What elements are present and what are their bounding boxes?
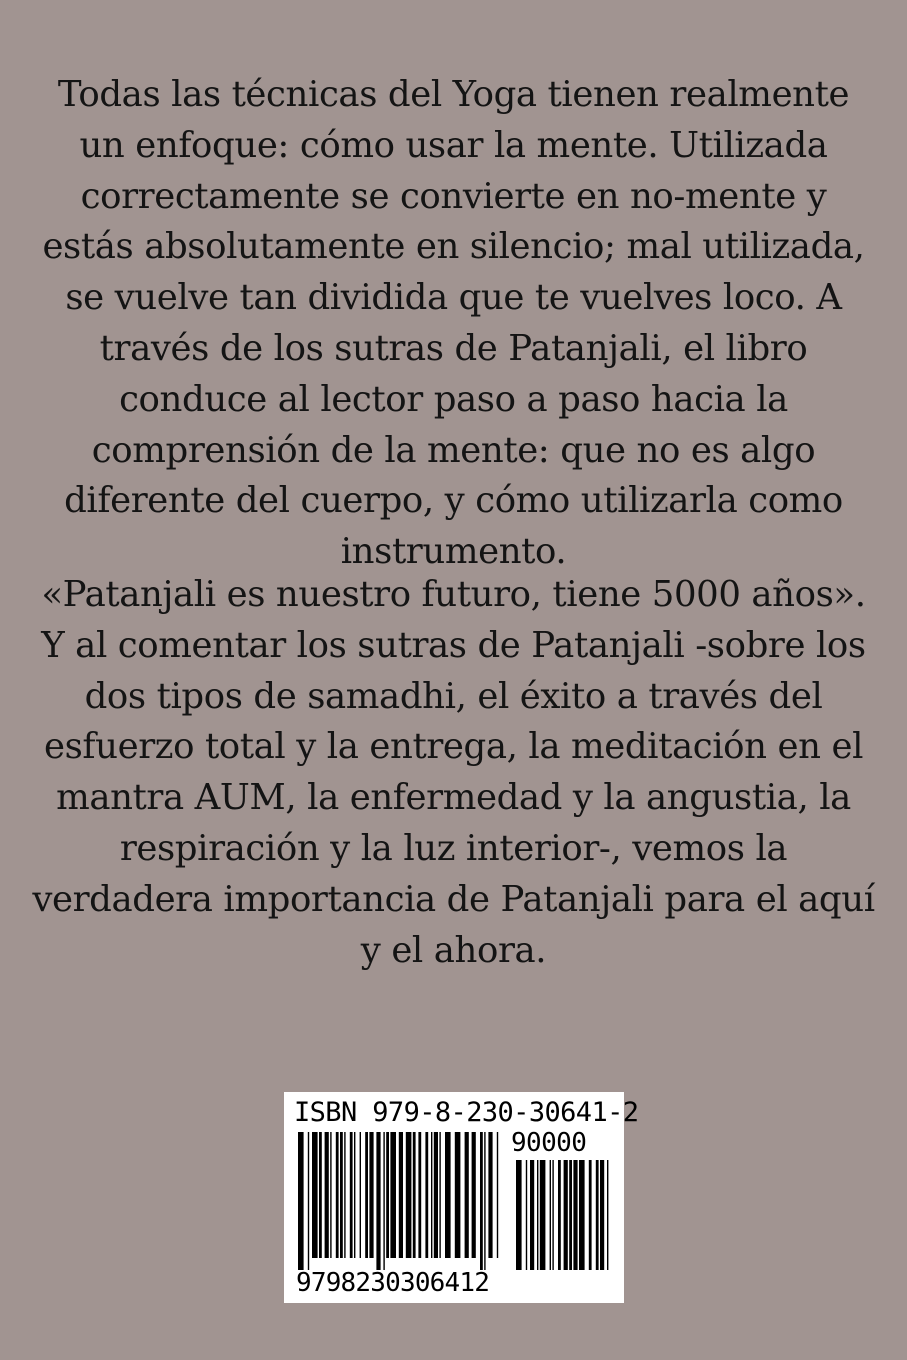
barcode-bar <box>530 1160 534 1270</box>
barcode-bar <box>386 1132 389 1258</box>
text-line: Todas las técnicas del Yoga tienen realmente <box>57 74 850 115</box>
text-line: dos tipos de samadhi, el éxito a través del <box>84 675 823 717</box>
barcode-bar <box>340 1132 343 1258</box>
barcode-bar <box>600 1160 604 1270</box>
text-line: diferente del cuerpo, y cómo utilizarla como <box>64 480 843 522</box>
text-line: mantra AUM, la enfermedad y la angustia, la <box>56 777 851 819</box>
text-line: y el ahora. <box>360 929 547 971</box>
ean-digits: 9798230306412 <box>296 1268 490 1298</box>
barcode-bar <box>558 1160 561 1270</box>
barcode-bar <box>336 1132 339 1258</box>
text-line: verdadera importancia de Patanjali para el aquí <box>32 878 875 920</box>
barcode-bar <box>330 1132 331 1258</box>
barcode-bar <box>455 1132 461 1258</box>
barcode-bar <box>376 1132 380 1270</box>
text-line: un enfoque: cómo usar la mente. Utilizada <box>79 124 828 166</box>
barcode-bar <box>607 1160 608 1270</box>
barcode-bar <box>488 1132 492 1258</box>
barcode-bar <box>573 1160 577 1270</box>
isbn-label: ISBN 979-8-230-30641-2 <box>294 1097 639 1128</box>
barcode-bar <box>540 1160 546 1270</box>
barcode-bar <box>383 1132 384 1270</box>
barcode-bar <box>369 1132 373 1258</box>
barcode-bar <box>431 1132 432 1258</box>
barcode-bar <box>484 1132 485 1270</box>
barcode-bar <box>425 1132 428 1258</box>
text-line: correctamente se convierte en no-mente y <box>80 175 827 217</box>
barcode-bar <box>550 1160 551 1270</box>
barcode-bar <box>312 1132 318 1258</box>
text-line: se vuelve tan dividida que te vuelves loco. A <box>65 277 842 319</box>
barcode-bar <box>298 1132 304 1270</box>
barcode-bar <box>569 1160 572 1270</box>
barcode-bar <box>472 1132 476 1258</box>
blurb-paragraph-1 <box>30 70 877 578</box>
barcode-bar <box>350 1132 353 1258</box>
barcode-bar <box>406 1132 412 1258</box>
price-code: 90000 <box>511 1128 587 1158</box>
barcode-bar <box>344 1132 345 1258</box>
text-line: instrumento. <box>340 531 567 573</box>
text-line: Y al comentar los sutras de Patanjali -sobre los <box>41 624 866 666</box>
text-line: respiración y la luz interior-, vemos la <box>119 827 788 869</box>
blurb-paragraph-2 <box>30 570 877 976</box>
barcode-bar <box>354 1132 355 1258</box>
barcode-bar <box>319 1132 322 1258</box>
addon-bars <box>516 1160 608 1270</box>
isbn-barcode-box <box>284 1092 639 1303</box>
barcode-bar <box>497 1132 498 1258</box>
text-line: estás absolutamente en silencio; mal utilizada, <box>42 226 865 268</box>
barcode-bar <box>308 1132 309 1270</box>
barcode-bar <box>579 1160 585 1270</box>
text-line: comprensión de la mente: que no es algo <box>91 429 816 471</box>
barcode-bar <box>390 1132 396 1258</box>
ean-bars <box>298 1132 498 1270</box>
text-line: esfuerzo total y la entrega, la meditación en el <box>43 726 864 768</box>
barcode-bar <box>325 1132 329 1258</box>
barcode-bar <box>418 1132 421 1258</box>
barcode-bar <box>434 1132 438 1258</box>
barcode-bar <box>564 1160 568 1270</box>
barcode-bar <box>596 1160 599 1270</box>
barcode-bar <box>439 1132 440 1258</box>
barcode-bar <box>480 1132 483 1270</box>
barcode-bar <box>589 1160 592 1270</box>
barcode-bar <box>552 1160 553 1270</box>
barcode-bar <box>399 1132 403 1258</box>
barcode-bar <box>537 1160 538 1270</box>
barcode-bar <box>516 1160 522 1270</box>
text-line: «Patanjali es nuestro futuro, tiene 5000 años». <box>41 574 866 615</box>
barcode-bar <box>413 1132 416 1258</box>
barcode-bar <box>526 1160 527 1270</box>
barcode-bar <box>365 1132 368 1258</box>
text-line: través de los sutras de Patanjali, el libro <box>99 327 808 369</box>
barcode-bar <box>445 1132 451 1258</box>
text-line: conduce al lector paso a paso hacia la <box>119 378 788 420</box>
barcode-bar <box>360 1132 361 1258</box>
barcode-bar <box>465 1132 469 1258</box>
